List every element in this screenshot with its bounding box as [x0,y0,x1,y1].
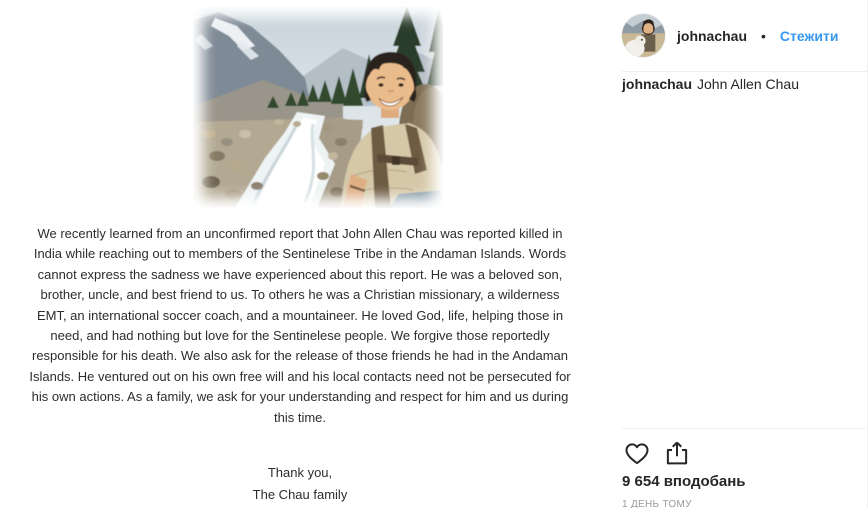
post-caption [622,59,867,93]
like-button[interactable] [622,438,652,468]
letter-text [20,224,580,428]
heart-outline-icon [622,438,652,468]
letter-line: this time. [273,409,326,425]
letter-line: EMT, an international soccer coach, and a mountaineer. He loved God, life, helping those in [36,307,564,323]
likes-count[interactable]: 9 654 вподобань [622,473,746,490]
avatar-image [622,14,665,57]
letter-line: brother, uncle, and best friend to us. To others he was a Christian missionary, a wilderness [40,287,560,303]
letter-line: responsible for his death. We also ask for the release of those friends he had in the Andaman [32,348,568,364]
caption-username-link[interactable]: johnachau [622,76,693,92]
header-divider [622,71,867,72]
caption-text: John Allen Chau [697,76,799,92]
share-arrow-icon [662,438,692,468]
selfie-photo-art [193,6,443,208]
header-username-link[interactable]: johnachau [677,27,748,44]
post-timestamp[interactable]: 1 ДЕНЬ ТОМУ [622,499,692,508]
letter-line: We recently learned from an unconfirmed report that John Allen Chau was reported killed in [37,226,563,241]
letter-line: India while reaching out to members of the Sentinelese Tribe in the Andaman Islands. Words [33,246,567,262]
signoff-thanks: Thank you, [267,465,333,480]
letter-line: Islands. He ventured out on his own free will and his local contacts need not be persecuted for [29,368,571,384]
letter-line: need, and had nothing but love for the Sentinelese people. We forgive those reportedly [50,328,550,344]
avatar[interactable] [622,14,665,57]
follow-button[interactable]: Стежити [779,27,839,44]
action-bar [622,429,866,468]
letter-line: cannot express the sadness we have experienced about this report. He was a beloved son, [37,266,563,282]
selfie-photo [193,6,443,208]
username-follow-separator: • [761,27,766,44]
signoff-family: The Chau family [252,487,348,502]
post-actions-section [622,428,866,508]
post-header [622,0,867,59]
letter-signoff [20,462,580,506]
letter-line: his own actions. As a family, we ask for your understanding and respect for him and us during [31,389,569,405]
share-button[interactable] [662,438,692,468]
